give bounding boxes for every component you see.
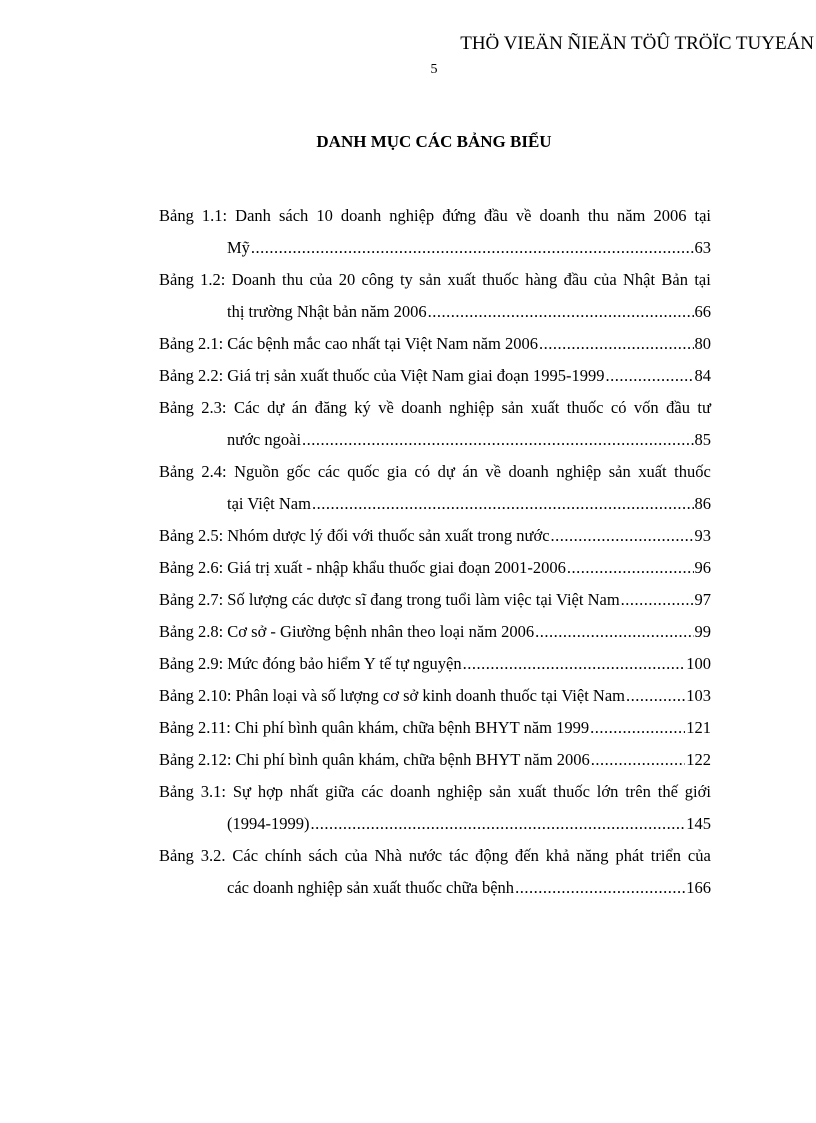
entry-word: Các <box>233 398 260 417</box>
entry-word: thuốc <box>482 270 519 289</box>
entry-word: doanh <box>539 206 580 225</box>
dot-leader <box>567 552 694 584</box>
entry-word: gia <box>386 462 408 481</box>
entry-word: gốc <box>286 462 311 481</box>
entry-title: Bảng 2.10: Phân loại và số lượng cơ sở kinh doanh thuốc tại Việt Nam <box>159 686 625 705</box>
entry-word: thuốc <box>553 782 590 801</box>
entry-word: khả <box>545 846 570 865</box>
entry-page: 166 <box>686 878 711 897</box>
toc-line-first <box>159 392 711 424</box>
entry-word: Danh <box>235 206 271 225</box>
toc-line-continued <box>159 488 711 520</box>
entry-word: ty <box>399 270 413 289</box>
entry-word: thuốc <box>674 462 711 481</box>
entry-word: đầu <box>483 206 508 225</box>
toc-entry <box>159 328 711 360</box>
entry-word: chính <box>264 846 302 865</box>
page-title: DANH MỤC CÁC BẢNG BIỂU <box>316 132 552 151</box>
entry-word: quốc <box>347 462 380 481</box>
toc-entry <box>159 744 711 776</box>
entry-word: về <box>378 398 394 417</box>
entry-word: đứng <box>442 206 476 225</box>
entry-word: tác <box>449 846 469 865</box>
entry-word: sản <box>419 270 442 289</box>
entry-word: Bảng <box>159 206 194 225</box>
entry-page: 96 <box>694 558 711 577</box>
entry-word: của <box>687 846 711 865</box>
entry-title: Bảng 2.9: Mức đóng bảo hiểm Y tế tự nguyện <box>159 654 462 673</box>
entry-page: 86 <box>694 494 711 513</box>
toc-entry <box>159 616 711 648</box>
entry-word: dự <box>267 398 285 417</box>
entry-word: có <box>414 462 431 481</box>
toc-line-continued <box>159 296 711 328</box>
entry-page: 121 <box>686 718 711 737</box>
entry-page: 84 <box>694 366 711 385</box>
entry-word: Bảng <box>159 398 194 417</box>
entry-word: năng <box>576 846 609 865</box>
entry-word: án <box>462 462 478 481</box>
entry-word: hàng <box>525 270 558 289</box>
entry-page: 100 <box>686 654 711 673</box>
entry-page: 80 <box>694 334 711 353</box>
entry-word: doanh <box>508 462 549 481</box>
dot-leader <box>310 808 685 840</box>
dot-leader <box>312 488 694 520</box>
dot-leader <box>251 232 694 264</box>
toc-line <box>159 552 711 584</box>
entry-word: có <box>610 398 627 417</box>
entry-word: Doanh <box>231 270 276 289</box>
entry-word: xuất <box>447 270 476 289</box>
entry-word: nghiệp <box>556 462 602 481</box>
entry-page: 85 <box>694 430 711 449</box>
entry-word: 3.2. <box>200 846 226 865</box>
toc-entry <box>159 360 711 392</box>
toc-entry <box>159 552 711 584</box>
toc-line <box>159 680 711 712</box>
entry-word: các <box>317 462 340 481</box>
entry-word: hợp <box>257 782 284 801</box>
entry-page: 63 <box>694 238 711 257</box>
entry-word: ký <box>354 398 371 417</box>
toc-line-first <box>159 200 711 232</box>
toc-entry <box>159 680 711 712</box>
entry-page: 145 <box>686 814 711 833</box>
dot-leader <box>605 360 693 392</box>
dot-leader <box>590 712 685 744</box>
entry-title: Bảng 2.5: Nhóm dược lý đối với thuốc sản xuất trong nước <box>159 526 550 545</box>
dot-leader <box>551 520 694 552</box>
entry-word: sản <box>489 782 512 801</box>
table-of-contents <box>159 200 711 904</box>
entry-word: Bản <box>661 270 688 289</box>
toc-entry <box>159 392 711 456</box>
entry-word: sách <box>278 206 309 225</box>
toc-line <box>159 744 711 776</box>
entry-word: triển <box>650 846 682 865</box>
entry-word: tại <box>694 270 711 289</box>
entry-title-continued: (1994-1999) <box>227 814 310 833</box>
entry-page: 122 <box>686 750 711 769</box>
dot-leader <box>428 296 694 328</box>
entry-word: đầu <box>563 270 588 289</box>
toc-line <box>159 328 711 360</box>
dot-leader <box>626 680 685 712</box>
entry-page: 93 <box>694 526 711 545</box>
entry-word: án <box>291 398 308 417</box>
entry-word: Nhà <box>374 846 402 865</box>
entry-word: doanh <box>340 206 382 225</box>
entry-word: vốn <box>633 398 659 417</box>
entry-word: của <box>309 270 333 289</box>
entry-word: về <box>515 206 532 225</box>
entry-title-continued: các doanh nghiệp sản xuất thuốc chữa bệnh <box>227 878 515 897</box>
entry-word: giữa <box>325 782 355 801</box>
entry-word: 2.4: <box>201 462 227 481</box>
entry-word: Các <box>232 846 259 865</box>
toc-entry <box>159 776 711 840</box>
entry-word: thu <box>282 270 304 289</box>
entry-word: Bảng <box>159 782 194 801</box>
toc-line <box>159 712 711 744</box>
page-number: 5 <box>430 62 438 77</box>
entry-word: các <box>361 782 384 801</box>
entry-word: nghiệp <box>389 206 435 225</box>
dot-leader <box>591 744 686 776</box>
entry-word: đăng <box>314 398 347 417</box>
toc-line <box>159 648 711 680</box>
entry-word: sản <box>501 398 524 417</box>
entry-word: nghiệp <box>449 398 494 417</box>
entry-word: doanh <box>401 398 442 417</box>
entry-title-continued: tại Việt Nam <box>227 494 311 513</box>
entry-title: Bảng 2.7: Số lượng các dược sĩ đang trong tuổi làm việc tại Việt Nam <box>159 590 620 609</box>
entry-word: phát <box>615 846 644 865</box>
entry-title: Bảng 2.6: Giá trị xuất - nhập khẩu thuốc giai đoạn 2001-2006 <box>159 558 566 577</box>
dot-leader <box>463 648 686 680</box>
entry-word: lớn <box>596 782 619 801</box>
entry-title: Bảng 2.11: Chi phí bình quân khám, chữa bệnh BHYT năm 1999 <box>159 718 590 737</box>
toc-entry <box>159 648 711 680</box>
entry-word: trên <box>625 782 651 801</box>
entry-page: 66 <box>694 302 711 321</box>
toc-entry <box>159 712 711 744</box>
entry-word: xuất <box>517 782 547 801</box>
toc-entry <box>159 840 711 904</box>
toc-entry <box>159 584 711 616</box>
entry-title: Bảng 2.2: Giá trị sản xuất thuốc của Việt Nam giai đoạn 1995-1999 <box>159 366 605 385</box>
dot-leader <box>621 584 694 616</box>
entry-word: Bảng <box>159 846 194 865</box>
entry-word: nghiệp <box>437 782 483 801</box>
entry-word: đến <box>515 846 539 865</box>
toc-entry <box>159 520 711 552</box>
entry-word: về <box>485 462 501 481</box>
entry-word: tư <box>697 398 711 417</box>
entry-word: 2006 <box>653 206 687 225</box>
entry-word: 20 <box>338 270 356 289</box>
toc-line-continued <box>159 872 711 904</box>
entry-word: Sự <box>232 782 251 801</box>
entry-word: Nhật <box>622 270 656 289</box>
entry-title-continued: Mỹ <box>227 238 250 257</box>
toc-line-first <box>159 776 711 808</box>
entry-word: đầu <box>666 398 690 417</box>
entry-page: 99 <box>694 622 711 641</box>
toc-entry <box>159 264 711 328</box>
entry-word: nước <box>408 846 443 865</box>
toc-line-continued <box>159 424 711 456</box>
entry-page: 97 <box>694 590 711 609</box>
entry-word: thế <box>657 782 678 801</box>
entry-word: năm <box>616 206 646 225</box>
toc-entry <box>159 200 711 264</box>
entry-title-continued: nước ngoài <box>227 430 302 449</box>
entry-word: của <box>593 270 617 289</box>
entry-word: 1.2: <box>200 270 226 289</box>
toc-line <box>159 360 711 392</box>
entry-word: 10 <box>316 206 333 225</box>
entry-word: thuốc <box>566 398 604 417</box>
toc-line-continued <box>159 232 711 264</box>
entry-word: 1.1: <box>201 206 228 225</box>
entry-word: công <box>361 270 394 289</box>
site-header: THÖ VIEÄN ÑIEÄN TÖÛ TRÖÏC TUYEÁN <box>460 33 814 54</box>
entry-page: 103 <box>686 686 711 705</box>
dot-leader <box>515 872 685 904</box>
entry-word: Nguồn <box>234 462 279 481</box>
entry-word: nhất <box>289 782 319 801</box>
entry-word: xuất <box>638 462 667 481</box>
toc-line-first <box>159 840 711 872</box>
entry-word: sách <box>308 846 338 865</box>
toc-line <box>159 584 711 616</box>
dot-leader <box>535 616 693 648</box>
entry-word: động <box>475 846 509 865</box>
toc-line <box>159 520 711 552</box>
entry-word: doanh <box>390 782 431 801</box>
toc-line-continued <box>159 808 711 840</box>
toc-line-first <box>159 264 711 296</box>
entry-word: thu <box>587 206 609 225</box>
entry-word: giới <box>684 782 711 801</box>
entry-word: Bảng <box>159 270 194 289</box>
entry-title: Bảng 2.1: Các bệnh mắc cao nhất tại Việt Nam năm 2006 <box>159 334 539 353</box>
entry-word: dự <box>437 462 455 481</box>
entry-word: Bảng <box>159 462 194 481</box>
entry-word: 3.1: <box>200 782 226 801</box>
toc-line-first <box>159 456 711 488</box>
dot-leader <box>539 328 693 360</box>
entry-title: Bảng 2.8: Cơ sở - Giường bệnh nhân theo loại năm 2006 <box>159 622 535 641</box>
entry-word: của <box>344 846 368 865</box>
entry-title-continued: thị trường Nhật bản năm 2006 <box>227 302 427 321</box>
entry-word: xuất <box>530 398 560 417</box>
entry-word: sản <box>608 462 631 481</box>
toc-entry <box>159 456 711 520</box>
toc-line <box>159 616 711 648</box>
entry-word: tại <box>694 206 711 225</box>
entry-word: 2.3: <box>201 398 227 417</box>
dot-leader <box>302 424 693 456</box>
entry-title: Bảng 2.12: Chi phí bình quân khám, chữa bệnh BHYT năm 2006 <box>159 750 590 769</box>
